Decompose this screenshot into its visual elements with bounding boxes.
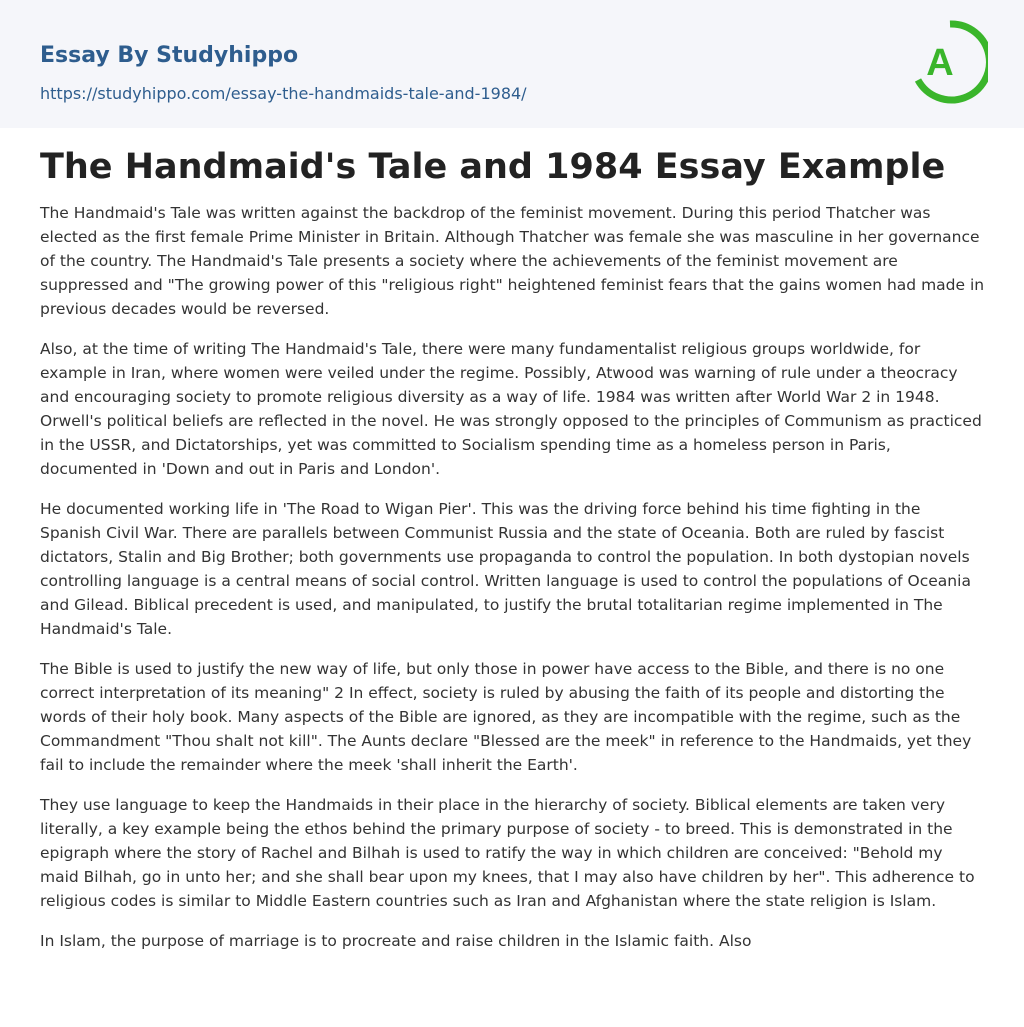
page-url-link[interactable]: https://studyhippo.com/essay-the-handmaids-tale-and-1984/ <box>40 84 527 103</box>
essay-paragraph: The Handmaid's Tale was written against the backdrop of the feminist movement. During this period Thatcher was elected as the first female Prime Minister in Britain. Although Thatcher was female she was masculine in her governance of the country. The Handmaid's Tale presents a society where the achievements of the feminist movement are suppressed and "The growing power of this "religious right" heightened feminist fears that the gains women had made in previous decades would be reversed. <box>40 204 985 318</box>
site-brand[interactable]: Essay By Studyhippo <box>40 43 299 68</box>
page-title: The Handmaid's Tale and 1984 Essay Example <box>40 147 946 187</box>
site-header <box>0 0 1024 128</box>
article-body <box>0 144 1024 953</box>
essay-paragraph: In Islam, the purpose of marriage is to procreate and raise children in the Islamic faith. Also <box>40 932 752 950</box>
essay-paragraph: The Bible is used to justify the new way of life, but only those in power have access to the Bible, and there is no one correct interpretation of its meaning" 2 In effect, society is ruled by abusing the faith of its people and distorting the words of their holy book. Many aspects of the Bible are ignored, as they are incompatible with the regime, such as the Commandment "Thou shalt not kill". The Aunts declare "Blessed are the meek" in reference to the Handmaids, yet they fail to include the remainder where the meek 'shall inherit the Earth'. <box>40 660 972 774</box>
studyhippo-logo-icon[interactable] <box>912 19 988 105</box>
essay-paragraph: Also, at the time of writing The Handmaid's Tale, there were many fundamentalist religious groups worldwide, for example in Iran, where women were veiled under the regime. Possibly, Atwood was warning of rule under a theocracy and encouraging society to promote religious diversity as a way of life. 1984 was written after World War 2 in 1948. Orwell's political beliefs are reflected in the novel. He was strongly opposed to the principles of Communism as practiced in the USSR, and Dictatorships, yet was committed to Socialism spending time as a homeless person in Paris, documented in 'Down and out in Paris and London'. <box>40 340 982 478</box>
logo-letter: A <box>926 42 954 84</box>
essay-paragraph: He documented working life in 'The Road to Wigan Pier'. This was the driving force behind his time fighting in the Spanish Civil War. There are parallels between Communist Russia and the state of Oceania. Both are ruled by fascist dictators, Stalin and Big Brother; both governments use propaganda to control the population. In both dystopian novels controlling language is a central means of social control. Written language is used to control the populations of Oceania and Gilead. Biblical precedent is used, and manipulated, to justify the brutal totalitarian regime implemented in The Handmaid's Tale. <box>40 500 971 638</box>
essay-paragraph: They use language to keep the Handmaids in their place in the hierarchy of society. Biblical elements are taken very literally, a key example being the ethos behind the primary purpose of society - to breed. This is demonstrated in the epigraph where the story of Rachel and Bilhah is used to ratify the way in which children are conceived: "Behold my maid Bilhah, go in unto her; and she shall bear upon my knees, that I may also have children by her". This adherence to religious codes is similar to Middle Eastern countries such as Iran and Afghanistan where the state religion is Islam. <box>40 796 975 910</box>
